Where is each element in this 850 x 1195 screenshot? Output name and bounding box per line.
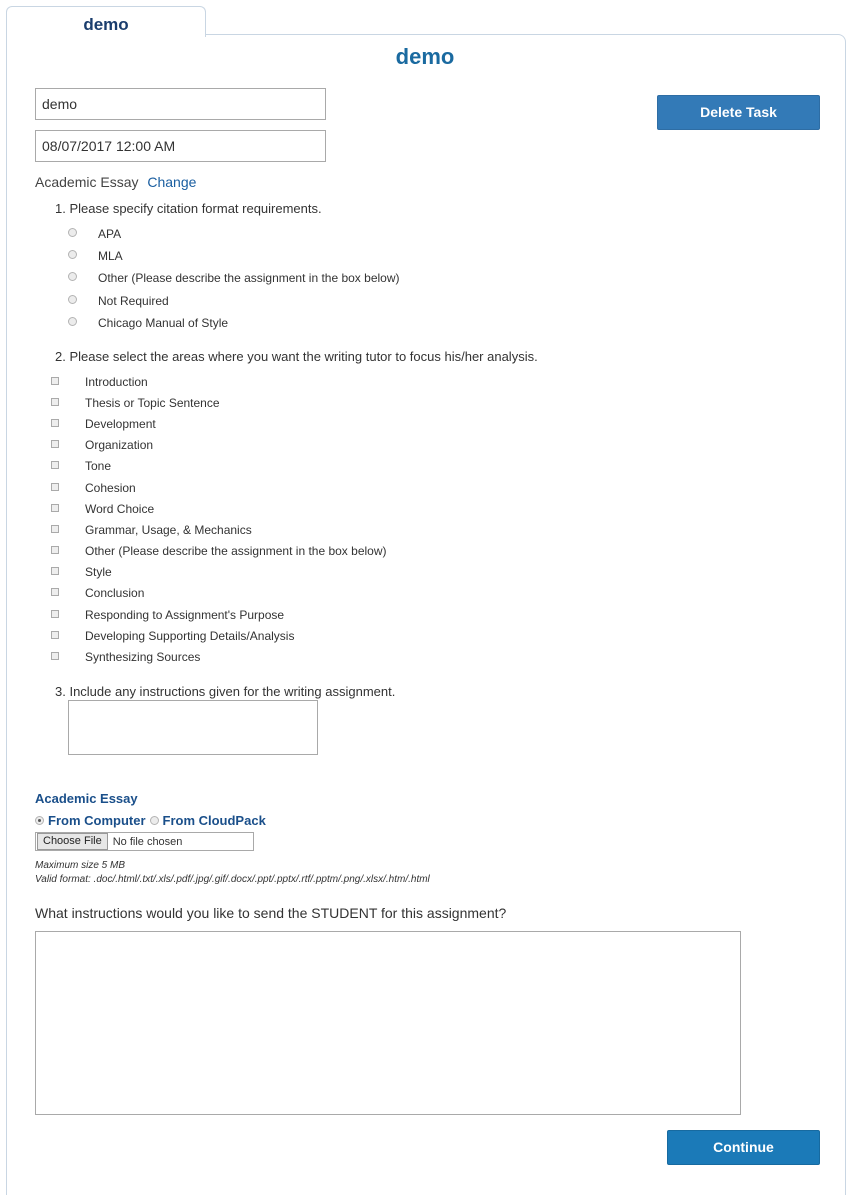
radio-apa[interactable] — [68, 228, 77, 237]
checkbox-organization[interactable] — [51, 440, 59, 448]
q2-prompt: 2. Please select the areas where you want the writing tutor to focus his/her analysis. — [55, 349, 538, 364]
file-input[interactable] — [35, 832, 254, 851]
checkbox-conclusion[interactable] — [51, 588, 59, 596]
file-status: No file chosen — [112, 835, 183, 848]
checkbox-introduction[interactable] — [51, 377, 59, 385]
option-other-label: Other (Please describe the assignment in the box below) — [98, 271, 400, 285]
student-instructions-textarea[interactable] — [35, 931, 741, 1115]
valid-format-note: Valid format: .doc/.html/.txt/.xls/.pdf/.jpg/.gif/.docx/.ppt/.pptx/.rtf/.pptm/.png/.xlsx/.htm/.html — [35, 874, 430, 885]
assignment-instructions-textarea[interactable] — [68, 700, 318, 755]
upload-source-row — [35, 813, 266, 828]
student-instructions-prompt: What instructions would you like to send the STUDENT for this assignment? — [35, 905, 507, 921]
area-development-label: Development — [85, 417, 156, 431]
radio-not-required[interactable] — [68, 295, 77, 304]
change-template-link[interactable]: Change — [147, 174, 197, 190]
area-introduction-label: Introduction — [85, 375, 148, 389]
q1-prompt: 1. Please specify citation format requirements. — [55, 201, 322, 216]
option-mla-label: MLA — [98, 249, 123, 263]
option-apa-label: APA — [98, 227, 122, 241]
area-style-label: Style — [85, 565, 112, 579]
area-synthesizing-label: Synthesizing Sources — [85, 650, 201, 664]
area-grammar-label: Grammar, Usage, & Mechanics — [85, 523, 252, 537]
radio-from-computer[interactable] — [35, 816, 44, 825]
option-not-required-label: Not Required — [98, 294, 169, 308]
radio-from-cloudpack[interactable] — [150, 816, 159, 825]
template-row — [35, 174, 196, 190]
upload-heading: Academic Essay — [35, 791, 138, 806]
radio-chicago[interactable] — [68, 317, 77, 326]
checkbox-other[interactable] — [51, 546, 59, 554]
checkbox-tone[interactable] — [51, 461, 59, 469]
area-cohesion-label: Cohesion — [85, 481, 136, 495]
max-size-note: Maximum size 5 MB — [35, 860, 126, 871]
checkbox-grammar[interactable] — [51, 525, 59, 533]
tab-label: demo — [83, 15, 129, 34]
task-date-input[interactable]: 08/07/2017 12:00 AM — [35, 130, 326, 162]
area-other-label: Other (Please describe the assignment in the box below) — [85, 544, 387, 558]
checkbox-supporting-details[interactable] — [51, 631, 59, 639]
checkbox-thesis[interactable] — [51, 398, 59, 406]
checkbox-word-choice[interactable] — [51, 504, 59, 512]
page-title: demo — [395, 44, 455, 69]
area-conclusion-label: Conclusion — [85, 586, 145, 600]
area-tone-label: Tone — [85, 459, 112, 473]
checkbox-synthesizing[interactable] — [51, 652, 59, 660]
area-word-choice-label: Word Choice — [85, 502, 155, 516]
checkbox-development[interactable] — [51, 419, 59, 427]
checkbox-purpose[interactable] — [51, 610, 59, 618]
template-name: Academic Essay — [35, 174, 139, 190]
from-computer-label[interactable]: From Computer — [48, 813, 146, 828]
area-thesis-label: Thesis or Topic Sentence — [85, 396, 220, 410]
choose-file-button[interactable]: Choose File — [37, 833, 108, 850]
tab-demo[interactable] — [6, 6, 206, 37]
q3-prompt: 3. Include any instructions given for the writing assignment. — [55, 684, 396, 699]
area-organization-label: Organization — [85, 438, 154, 452]
task-name-input[interactable]: demo — [35, 88, 326, 120]
option-chicago-label: Chicago Manual of Style — [98, 316, 229, 330]
checkbox-style[interactable] — [51, 567, 59, 575]
radio-mla[interactable] — [68, 250, 77, 259]
continue-button[interactable]: Continue — [667, 1130, 820, 1165]
radio-other[interactable] — [68, 272, 77, 281]
checkbox-cohesion[interactable] — [51, 483, 59, 491]
from-cloudpack-label[interactable]: From CloudPack — [162, 813, 266, 828]
area-purpose-label: Responding to Assignment's Purpose — [85, 608, 285, 622]
area-supporting-details-label: Developing Supporting Details/Analysis — [85, 629, 295, 643]
delete-task-button[interactable]: Delete Task — [657, 95, 820, 130]
